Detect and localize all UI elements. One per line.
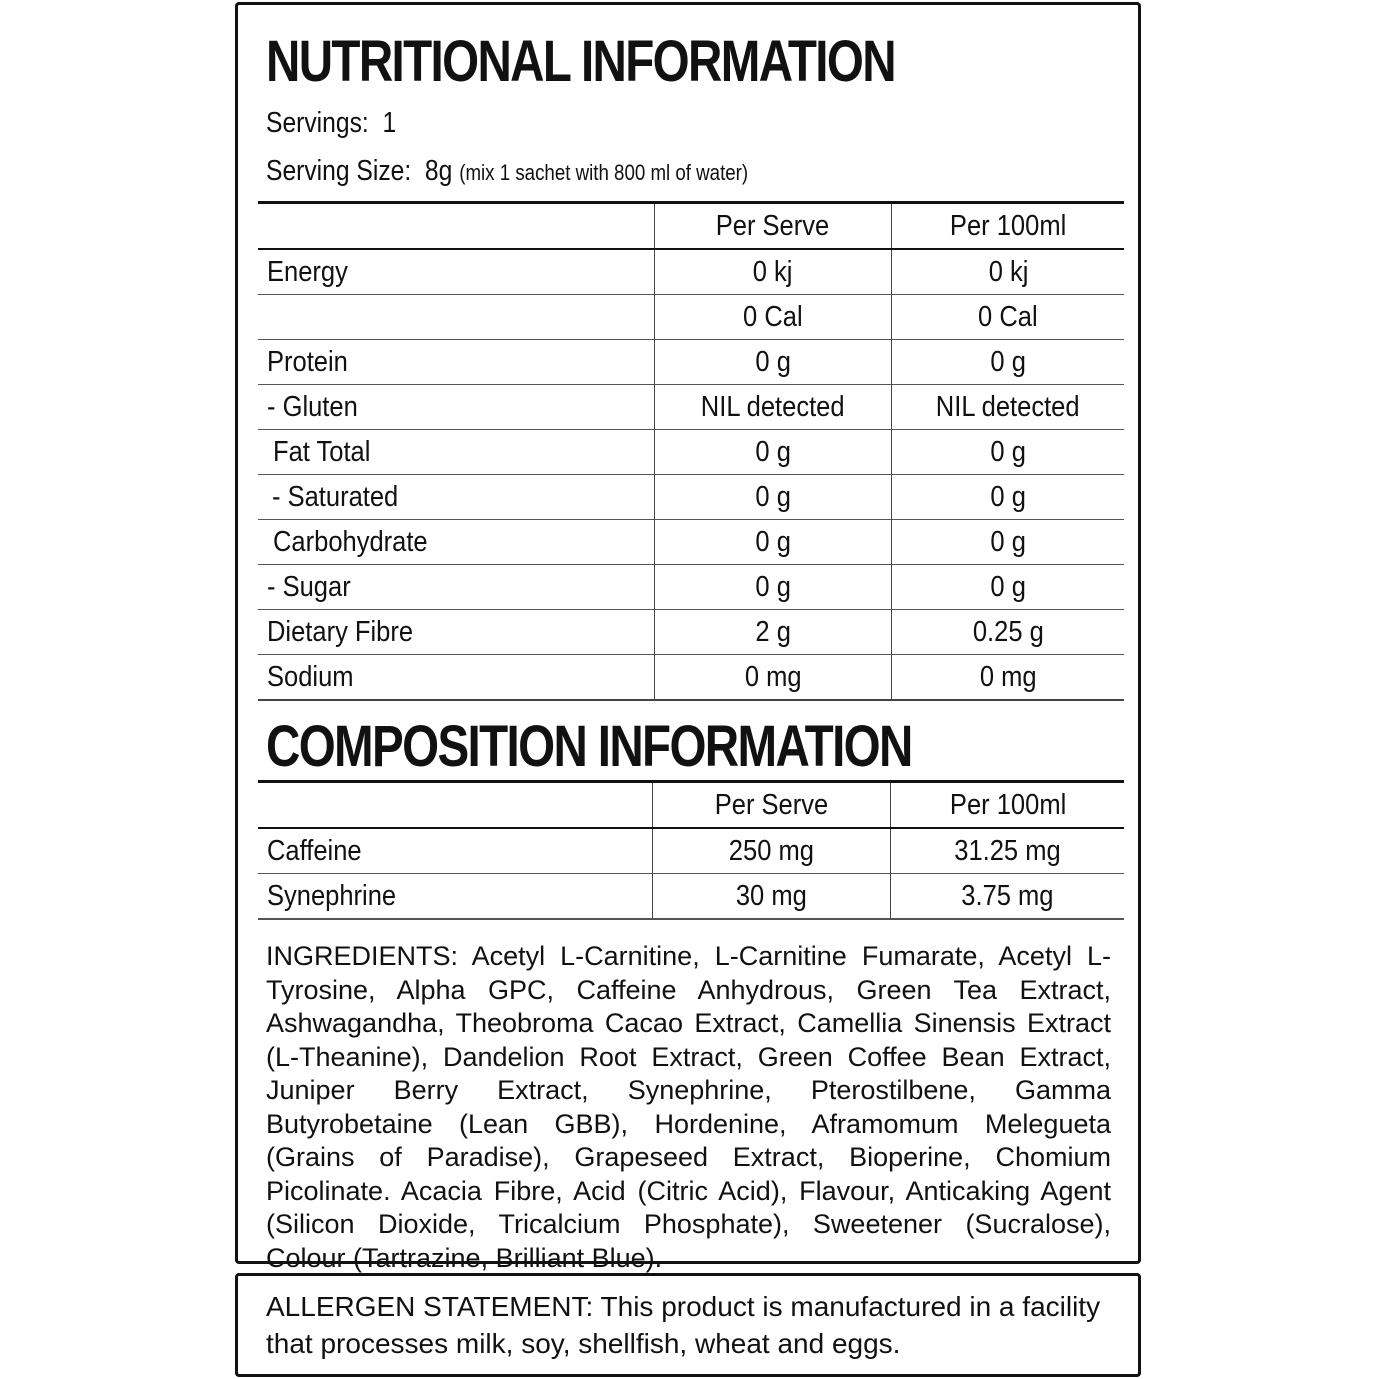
table-row: - Gluten NIL detected NIL detected [258, 385, 1124, 430]
header-cell-per-100ml: Per 100ml [891, 782, 1124, 829]
table-row: Protein 0 g 0 g [258, 340, 1124, 385]
serving-size-value: 8g [424, 155, 453, 187]
allergen-panel [235, 1273, 1141, 1377]
composition-table [258, 780, 1124, 920]
servings-line [266, 107, 396, 140]
nutrition-table [258, 201, 1124, 701]
servings-label: Servings: [266, 107, 369, 139]
serving-size-label: Serving Size: [266, 155, 412, 187]
nutrition-title: NUTRITIONAL INFORMATION [266, 29, 895, 94]
header-cell-label [258, 203, 654, 250]
table-row: Sodium 0 mg 0 mg [258, 655, 1124, 701]
table-header [258, 782, 1124, 829]
table-header [258, 203, 1124, 250]
table-row: Fat Total 0 g 0 g [258, 430, 1124, 475]
table-row: Dietary Fibre 2 g 0.25 g [258, 610, 1124, 655]
table-row: - Saturated 0 g 0 g [258, 475, 1124, 520]
allergen-statement: ALLERGEN STATEMENT: This product is manufactured in a facility that processes milk, soy, shellfish, wheat and eggs. [266, 1291, 1101, 1359]
servings-value: 1 [382, 107, 397, 139]
nutrition-panel [235, 2, 1141, 1273]
header-cell-per-serve: Per Serve [652, 782, 891, 829]
table-row: Energy 0 kj 0 kj [258, 249, 1124, 295]
table-row: - Sugar 0 g 0 g [258, 565, 1124, 610]
table-row: Synephrine 30 mg 3.75 mg [258, 874, 1124, 920]
table-row: Caffeine 250 mg 31.25 mg [258, 828, 1124, 874]
header-cell-label [258, 782, 652, 829]
ingredients-text: INGREDIENTS: Acetyl L-Carnitine, L-Carnitine Fumarate, Acetyl L-Tyrosine, Alpha GPC, Caffeine Anhydrous, Green Tea Extract, Ashwagandha, Theobroma Cacao Extract, Camellia Sinensis Extract (L-Theanine), Dandelion Root Extract, Green Coffee Bean Extract, Juniper Berry Extract, Synephrine, Pterostilbene, Gamma Butyrobetaine (Lean GBB), Hordenine, Aframomum Melegueta (Grains of Paradise), Grapeseed Extract, Bioperine, Chomium Picolinate. Acacia Fibre, Acid (Citric Acid), Flavour, Anticaking Agent (Silicon Dioxide, Tricalcium Phosphate), Sweetener (Sucralose), Colour (Tartrazine, Brilliant Blue). [266, 941, 1111, 1273]
table-row: 0 Cal 0 Cal [258, 295, 1124, 340]
serving-size-line [266, 155, 748, 188]
header-cell-per-100ml: Per 100ml [892, 203, 1124, 250]
table-row: Carbohydrate 0 g 0 g [258, 520, 1124, 565]
composition-title: COMPOSITION INFORMATION [266, 714, 912, 779]
serving-size-note: (mix 1 sachet with 800 ml of water) [459, 160, 749, 185]
header-cell-per-serve: Per Serve [654, 203, 892, 250]
